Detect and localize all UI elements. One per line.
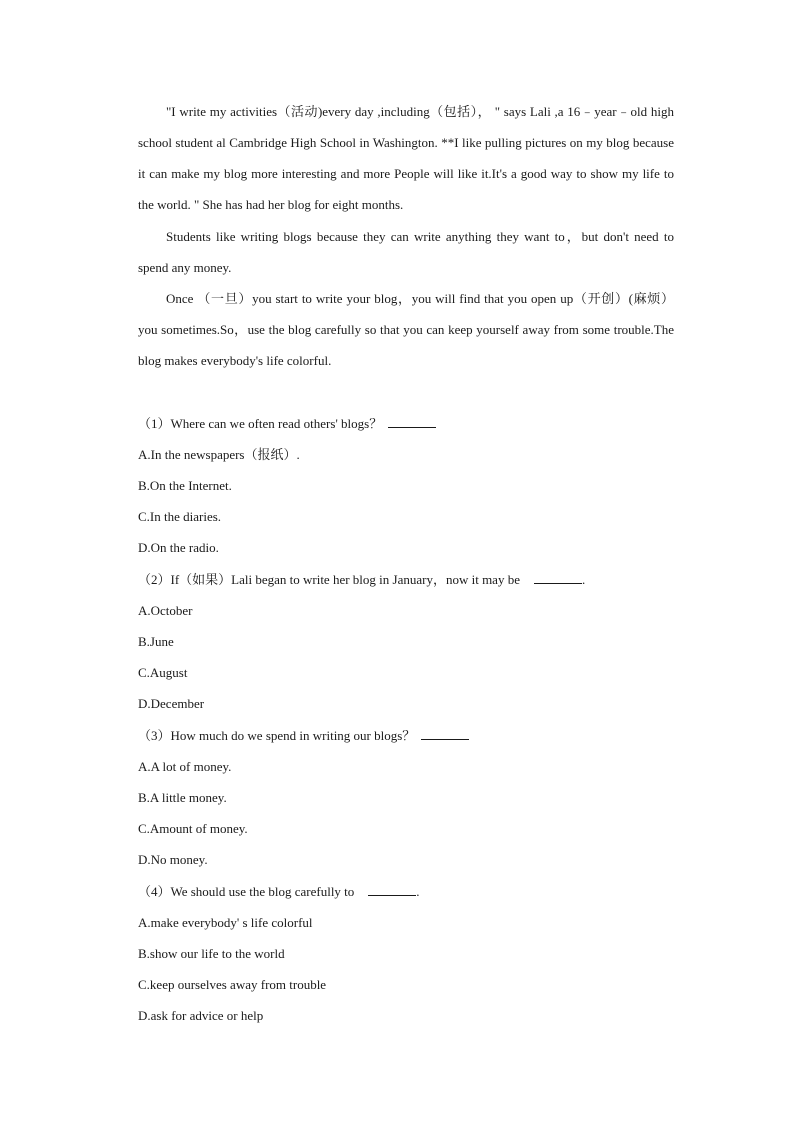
question-2-option-a: A.October: [138, 603, 193, 618]
passage-paragraph-1: "I write my activities（活动)every day ,including（包括）， " says Lali ,a 16﹣year﹣old high school student al Cambridge High School in Washington. **I like pulling pictures on my blog because it can make my blog more interesting and more People will like it.It's a good way to show my life to the world. " She has had her blog for eight months.: [138, 104, 674, 212]
passage-paragraph-3: Once （一旦）you start to write your blog，you will find that you open up（开创）(麻烦） you sometimes.So，use the blog carefully so that you can keep yourself away from some trouble.The blog makes everybody's life colorful.: [138, 291, 674, 368]
passage-paragraph-2: Students like writing blogs because they can write anything they want to，but don't need to spend any money.: [138, 229, 674, 275]
question-3-option-a: A.A lot of money.: [138, 759, 232, 774]
question-1-option-d: D.On the radio.: [138, 540, 219, 555]
question-4-option-c: C.keep ourselves away from trouble: [138, 977, 327, 992]
question-1-option-b: B.On the Internet.: [138, 478, 232, 493]
question-2-option-c: C.August: [138, 665, 188, 680]
question-1-option-c: C.In the diaries.: [138, 509, 222, 524]
answer-blank: [421, 728, 469, 740]
answer-blank: [534, 572, 582, 584]
question-1-stem: （1）Where can we often read others' blogs？: [138, 416, 436, 432]
answer-blank: [388, 416, 436, 428]
question-2-stem: （2）If（如果）Lali began to write her blog in January，now it may be .: [138, 572, 586, 587]
question-3-stem: （3）How much do we spend in writing our blogs？: [138, 728, 469, 744]
question-3-option-c: C.Amount of money.: [138, 821, 248, 836]
question-4-option-b: B.show our life to the world: [138, 946, 285, 961]
question-1-option-a: A.In the newspapers（报纸）.: [138, 447, 300, 462]
question-2-option-b: B.June: [138, 634, 174, 649]
question-4-option-a: A.make everybody' s life colorful: [138, 915, 313, 930]
question-4-option-d: D.ask for advice or help: [138, 1008, 264, 1023]
question-3-option-b: B.A little money.: [138, 790, 227, 805]
question-4-stem: （4）We should use the blog carefully to .: [138, 884, 420, 899]
question-3-option-d: D.No money.: [138, 852, 208, 867]
question-2-option-d: D.December: [138, 696, 205, 711]
answer-blank: [368, 884, 416, 896]
